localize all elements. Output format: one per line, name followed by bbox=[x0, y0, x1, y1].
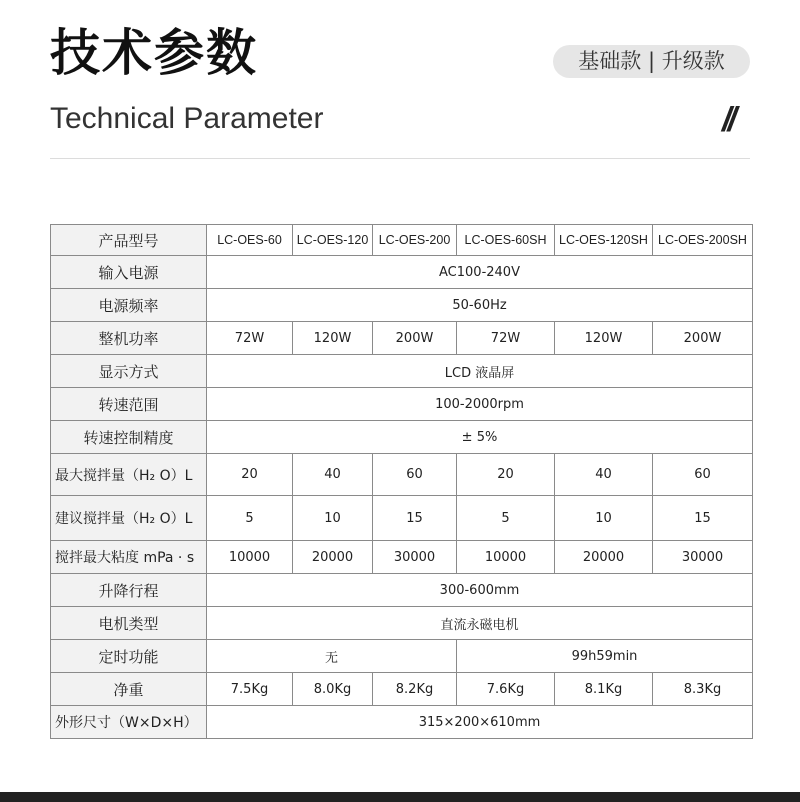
value-cell: 72W bbox=[457, 322, 555, 355]
value-cell: 300-600mm bbox=[207, 574, 753, 607]
row-label: 输入电源 bbox=[51, 256, 207, 289]
value-cell: 120W bbox=[293, 322, 373, 355]
value-cell: ± 5% bbox=[207, 421, 753, 454]
value-cell: 100-2000rpm bbox=[207, 388, 753, 421]
value-cell: 15 bbox=[653, 496, 753, 541]
value-cell: 10000 bbox=[207, 541, 293, 574]
row-label: 外形尺寸（W×D×H） bbox=[51, 706, 207, 739]
table-row bbox=[51, 673, 753, 706]
model-cell: LC-OES-120SH bbox=[555, 225, 653, 256]
value-cell: 7.5Kg bbox=[207, 673, 293, 706]
row-label: 最大搅拌量（H₂ O）L bbox=[51, 454, 207, 496]
value-cell-upgrade: 99h59min bbox=[457, 640, 753, 673]
header-divider bbox=[50, 158, 750, 159]
value-cell: 200W bbox=[653, 322, 753, 355]
table-row bbox=[51, 289, 753, 322]
value-cell: 72W bbox=[207, 322, 293, 355]
table-row bbox=[51, 421, 753, 454]
row-label: 电机类型 bbox=[51, 607, 207, 640]
value-cell: 60 bbox=[653, 454, 753, 496]
value-cell-basic: 无 bbox=[207, 640, 457, 673]
row-label: 建议搅拌量（H₂ O）L bbox=[51, 496, 207, 541]
row-label: 电源频率 bbox=[51, 289, 207, 322]
value-cell: 10 bbox=[293, 496, 373, 541]
row-label: 产品型号 bbox=[51, 225, 207, 256]
table-row-model bbox=[51, 225, 753, 256]
model-cell: LC-OES-120 bbox=[293, 225, 373, 256]
table-row bbox=[51, 706, 753, 739]
model-cell: LC-OES-60 bbox=[207, 225, 293, 256]
value-cell: 40 bbox=[555, 454, 653, 496]
value-cell: 10 bbox=[555, 496, 653, 541]
value-cell: 8.0Kg bbox=[293, 673, 373, 706]
value-cell: 8.3Kg bbox=[653, 673, 753, 706]
row-label: 定时功能 bbox=[51, 640, 207, 673]
table-row bbox=[51, 496, 753, 541]
model-cell: LC-OES-200 bbox=[373, 225, 457, 256]
table-row bbox=[51, 256, 753, 289]
table-row bbox=[51, 607, 753, 640]
row-label: 转速范围 bbox=[51, 388, 207, 421]
table-row bbox=[51, 454, 753, 496]
value-cell: 直流永磁电机 bbox=[207, 607, 753, 640]
value-cell: 50-60Hz bbox=[207, 289, 753, 322]
value-cell: 8.2Kg bbox=[373, 673, 457, 706]
table-row bbox=[51, 574, 753, 607]
value-cell: 30000 bbox=[653, 541, 753, 574]
value-cell: 10000 bbox=[457, 541, 555, 574]
model-cell: LC-OES-60SH bbox=[457, 225, 555, 256]
value-cell: 120W bbox=[555, 322, 653, 355]
row-label: 搅拌最大粘度 mPa · s bbox=[51, 541, 207, 574]
value-cell: 15 bbox=[373, 496, 457, 541]
value-cell: 20 bbox=[207, 454, 293, 496]
value-cell: AC100-240V bbox=[207, 256, 753, 289]
bottom-bar bbox=[0, 792, 800, 802]
model-cell: LC-OES-200SH bbox=[653, 225, 753, 256]
value-cell: 5 bbox=[207, 496, 293, 541]
value-cell: 7.6Kg bbox=[457, 673, 555, 706]
table-row bbox=[51, 640, 753, 673]
row-label: 升降行程 bbox=[51, 574, 207, 607]
value-cell: 8.1Kg bbox=[555, 673, 653, 706]
value-cell: 40 bbox=[293, 454, 373, 496]
row-label: 转速控制精度 bbox=[51, 421, 207, 454]
slash-decoration: // bbox=[722, 101, 733, 139]
row-label: 显示方式 bbox=[51, 355, 207, 388]
page-title: 技术参数 bbox=[50, 24, 258, 82]
value-cell: 315×200×610mm bbox=[207, 706, 753, 739]
table-row bbox=[51, 541, 753, 574]
version-badge: 基础款 | 升级款 bbox=[553, 45, 750, 78]
value-cell: LCD 液晶屏 bbox=[207, 355, 753, 388]
value-cell: 30000 bbox=[373, 541, 457, 574]
value-cell: 60 bbox=[373, 454, 457, 496]
value-cell: 200W bbox=[373, 322, 457, 355]
value-cell: 20000 bbox=[555, 541, 653, 574]
page-subtitle: Technical Parameter bbox=[50, 102, 324, 135]
value-cell: 5 bbox=[457, 496, 555, 541]
value-cell: 20000 bbox=[293, 541, 373, 574]
spec-table bbox=[50, 224, 753, 739]
row-label: 净重 bbox=[51, 673, 207, 706]
table-row bbox=[51, 355, 753, 388]
row-label: 整机功率 bbox=[51, 322, 207, 355]
value-cell: 20 bbox=[457, 454, 555, 496]
table-row bbox=[51, 388, 753, 421]
table-row bbox=[51, 322, 753, 355]
